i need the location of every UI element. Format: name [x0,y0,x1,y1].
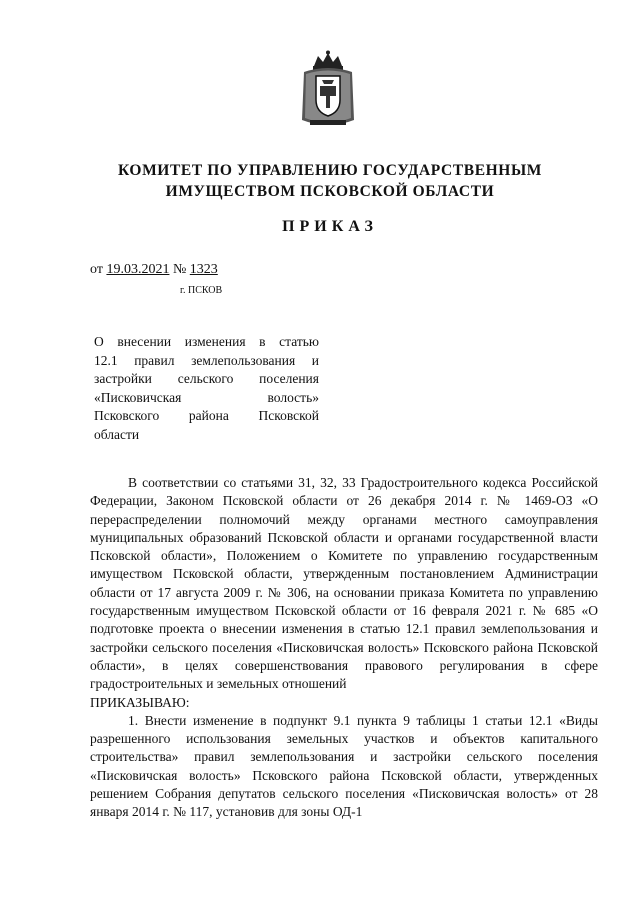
item-1-paragraph: 1. Внести изменение в подпункт 9.1 пункта 9 таблицы 1 статьи 12.1 «Виды разрешенного использования земельных участков и объектов капитального строительства» правил землепользования и застройки сельского поселения «Писковичская волость» Псковского района Псковской области, утвержденных решением Собрания депутатов сельского поселения «Писковичская волость» от 28 января 2014 г. № 117, установив для зоны ОД-1 [90,712,598,820]
document-type: ПРИКАЗ [282,218,378,235]
document-body [90,474,598,822]
order-number: 1323 [189,262,218,277]
subject-line: «Писковичская волость» [94,389,319,405]
order-date: 19.03.2021 [106,262,170,277]
subject-line: Псковского района Псковской [94,408,319,423]
from-label: от [90,262,103,277]
issuing-authority [90,160,570,202]
subject-line: области [94,426,140,442]
coat-of-arms-icon [296,50,360,128]
date-number-line [90,262,218,278]
city-label: г. ПСКОВ [180,285,223,296]
subject-line: 12.1 правил землепользования и [94,352,319,368]
subject-line: О внесении изменения в статью [94,334,319,349]
number-sign: № [172,262,187,277]
subject-block [94,333,319,444]
preamble-paragraph: В соответствии со статьями 31, 32, 33 Градостроительного кодекса Российской Федерации, Законом Псковской области от 26 декабря 2014 г. № 1469-ОЗ «О перераспределении полномочий между органами местного самоуправления муниципальных образований Псковской области и органами государственной власти Псковской области», Положением о Комитете по управлению государственным имуществом Псковской области, утвержденным постановлением Администрации области от 17 августа 2009 г. № 306, на основании приказа Комитета по управлению государственным имуществом Псковской области от 16 февраля 2021 г. № 685 «О подготовке проекта о внесении изменения в статью 12.1 правил землепользования и застройки сельского поселения «Писковичская волость» Псковского района Псковской области», в целях совершенствования правового регулирования в сфере градостроительных и земельных отношений [90,475,598,692]
authority-line-1: КОМИТЕТ ПО УПРАВЛЕНИЮ ГОСУДАРСТВЕННЫМ [117,162,543,179]
order-word: ПРИКАЗЫВАЮ: [90,694,190,710]
subject-line: застройки сельского поселения [94,371,319,386]
authority-line-2: ИМУЩЕСТВОМ ПСКОВСКОЙ ОБЛАСТИ [165,183,495,200]
